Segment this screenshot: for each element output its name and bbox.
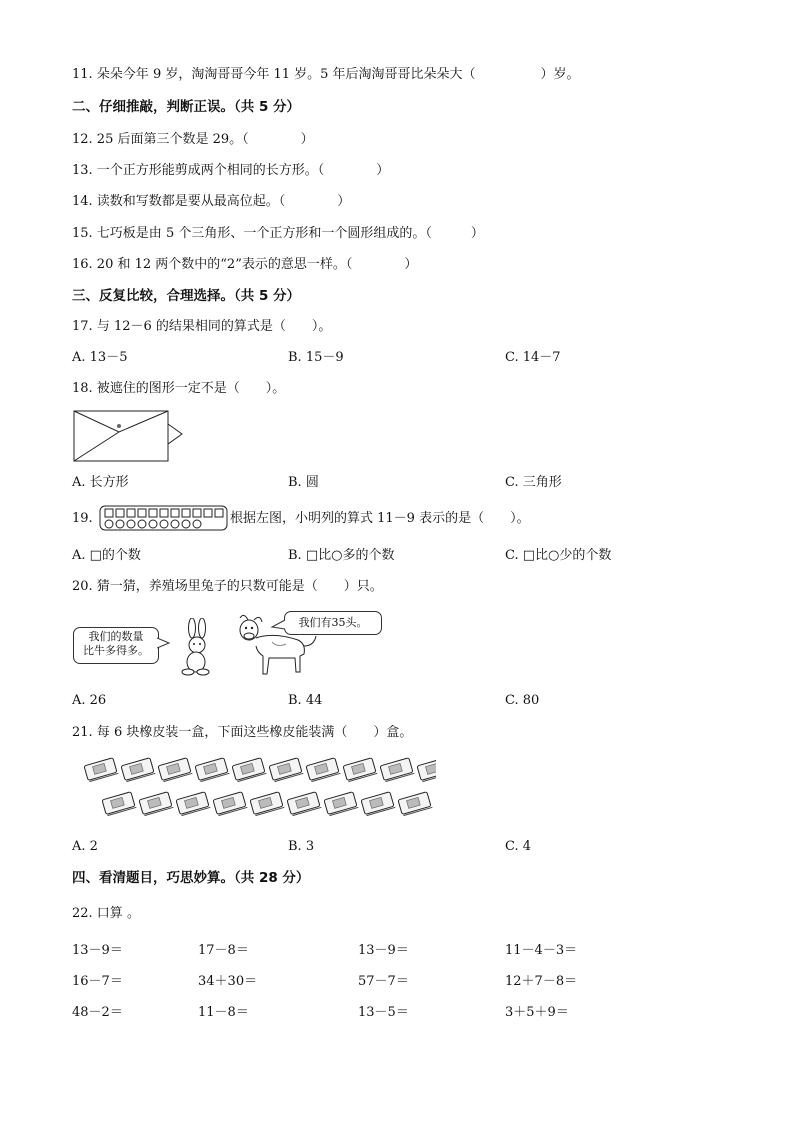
eraser-icon	[158, 757, 192, 781]
circle-shape	[105, 520, 113, 528]
rabbit-bubble-tail	[157, 636, 171, 650]
question-12: 12. 25 后面第三个数是 29。（ ）	[72, 132, 314, 147]
q19-option-c: C. □比○少的个数	[505, 548, 612, 563]
eraser-icon	[195, 757, 229, 781]
calc-item: 13－9＝	[72, 943, 123, 958]
section-4-heading: 四、看清题目，巧思妙算。（共 28 分）	[72, 870, 310, 886]
square-shape	[116, 509, 124, 517]
q18-option-a: A. 长方形	[72, 475, 129, 490]
circle-shape	[160, 520, 168, 528]
rabbit-speech-line-2: 比牛多得多。	[83, 644, 149, 657]
circle-shape	[193, 520, 201, 528]
circle-shape	[138, 520, 146, 528]
calc-item: 48－2＝	[72, 1005, 123, 1020]
q21-option-c: C. 4	[505, 839, 532, 854]
circle-shape	[116, 520, 124, 528]
eraser-icon	[380, 757, 414, 781]
q18-option-b: B. 圆	[288, 475, 319, 490]
eraser-icon	[250, 791, 284, 815]
question-14: 14. 读数和写数都是要从最高位起。（ ）	[72, 194, 351, 209]
question-19: 根据左图，小明列的算式 11－9 表示的是（ ）。	[230, 511, 530, 526]
square-shape	[171, 509, 179, 517]
question-18: 18. 被遮住的图形一定不是（ ）。	[72, 381, 286, 396]
question-11: 11. 朵朵今年 9 岁，淘淘哥哥今年 11 岁。5 年后淘淘哥哥比朵朵大（ ）岁。	[72, 67, 580, 82]
rabbit-icon	[176, 618, 216, 678]
circle-shape	[149, 520, 157, 528]
eraser-icon	[121, 757, 155, 781]
square-shape	[204, 509, 212, 517]
calc-item: 16－7＝	[72, 974, 123, 989]
square-shape	[193, 509, 201, 517]
question-16: 16. 20 和 12 两个数中的“2”表示的意思一样。（ ）	[72, 257, 418, 272]
section-3-heading: 三、反复比较，合理选择。（共 5 分）	[72, 288, 301, 304]
square-shape	[138, 509, 146, 517]
q17-option-b: B. 15－9	[288, 350, 344, 365]
calc-item: 13－9＝	[358, 943, 409, 958]
q18-option-c: C. 三角形	[505, 475, 562, 490]
calc-item: 17－8＝	[198, 943, 249, 958]
calc-item: 11－8＝	[198, 1005, 249, 1020]
calc-item: 12＋7－8＝	[505, 974, 578, 989]
calc-item: 34＋30＝	[198, 974, 258, 989]
eraser-icon	[213, 791, 247, 815]
q19-option-a: A. □的个数	[72, 548, 141, 563]
eraser-icon	[361, 791, 395, 815]
envelope-figure	[72, 408, 187, 464]
calc-item: 57－7＝	[358, 974, 409, 989]
rabbit-speech-bubble	[73, 627, 159, 664]
square-shape	[105, 509, 113, 517]
calc-item: 3＋5＋9＝	[505, 1005, 569, 1020]
eraser-icon	[139, 791, 173, 815]
q17-option-c: C. 14－7	[505, 350, 561, 365]
question-19-number: 19.	[72, 511, 93, 526]
cow-bubble-tail	[270, 618, 286, 632]
eraser-icon	[176, 791, 210, 815]
erasers-figure	[76, 756, 436, 824]
calc-item: 13－5＝	[358, 1005, 409, 1020]
q21-option-a: A. 2	[72, 839, 98, 854]
question-13: 13. 一个正方形能剪成两个相同的长方形。（ ）	[72, 163, 390, 178]
question-21: 21. 每 6 块橡皮装一盒，下面这些橡皮能装满（ ）盒。	[72, 725, 413, 740]
eraser-icon	[306, 757, 340, 781]
eraser-icon	[324, 791, 358, 815]
q17-option-a: A. 13－5	[72, 350, 128, 365]
question-17: 17. 与 12－6 的结果相同的算式是（ ）。	[72, 319, 332, 334]
question-22: 22. 口算 。	[72, 906, 140, 921]
rabbit-speech-line-1: 我们的数量	[88, 630, 144, 643]
shapes-figure	[99, 505, 229, 531]
eraser-icon	[232, 757, 266, 781]
square-shape	[160, 509, 168, 517]
circle-shape	[171, 520, 179, 528]
circle-shape	[127, 520, 135, 528]
eraser-icon	[84, 757, 118, 781]
q20-option-a: A. 26	[72, 693, 107, 708]
circle-shape	[182, 520, 190, 528]
q19-option-b: B. □比○多的个数	[288, 548, 395, 563]
square-shape	[215, 509, 223, 517]
question-15: 15. 七巧板是由 5 个三角形、一个正方形和一个圆形组成的。（ ）	[72, 226, 484, 241]
question-20: 20. 猜一猜，养殖场里兔子的只数可能是（ ）只。	[72, 579, 383, 594]
calc-item: 11－4－3＝	[505, 943, 578, 958]
q20-option-b: B. 44	[288, 693, 323, 708]
eraser-icon	[343, 757, 377, 781]
square-shape	[149, 509, 157, 517]
eraser-icon	[417, 757, 436, 781]
square-shape	[182, 509, 190, 517]
q20-option-c: C. 80	[505, 693, 540, 708]
eraser-icon	[287, 791, 321, 815]
section-2-heading: 二、仔细推敲，判断正误。（共 5 分）	[72, 99, 301, 115]
eraser-icon	[269, 757, 303, 781]
eraser-icon	[102, 791, 136, 815]
q21-option-b: B. 3	[288, 839, 315, 854]
eraser-icon	[398, 791, 432, 815]
cow-speech-bubble: 我们有35头。	[284, 611, 382, 635]
square-shape	[127, 509, 135, 517]
